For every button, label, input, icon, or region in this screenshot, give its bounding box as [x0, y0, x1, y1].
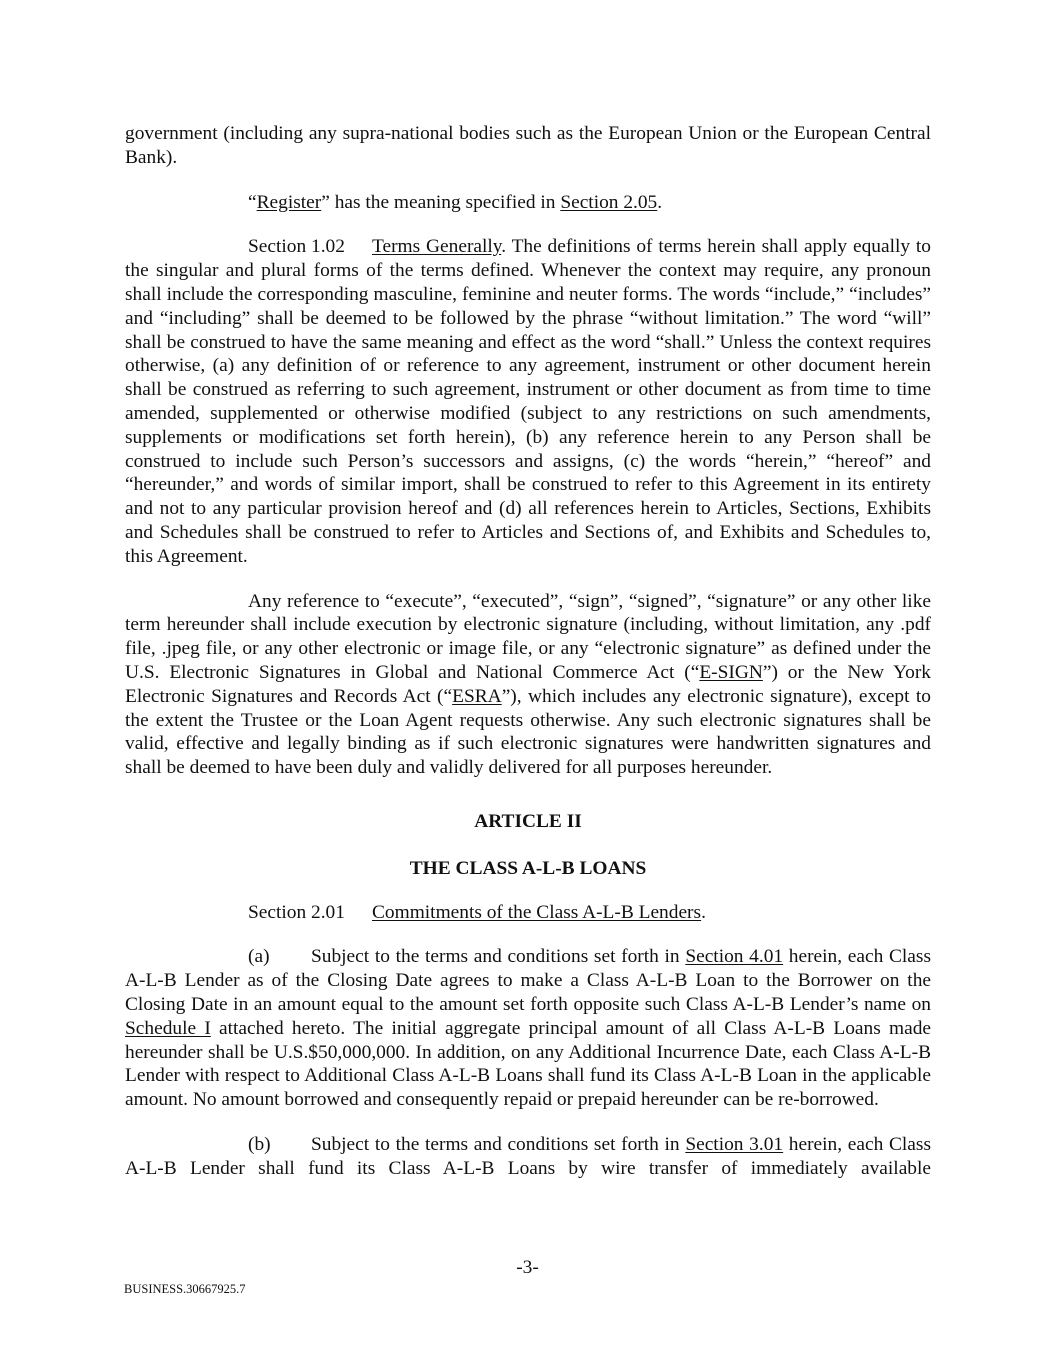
cross-reference-link: Register [256, 191, 322, 213]
text: . [701, 901, 706, 923]
cross-reference-link: Commitments of the Class A-L-B Lenders [372, 901, 702, 923]
text: ARTICLE II [474, 810, 582, 832]
text: Any reference to “execute”, “executed”, “sign”, “signed”, “signature” or any other like term hereunder shall include execution by electronic signature (including, without limitation, any .pdf file, .jpeg file, or any other electronic or image file, or any “electronic signature” as defined under the U.S. Electronic Signatures in Global and National Commerce Act (“ [125, 590, 931, 683]
cross-reference-link: E-SIGN [699, 661, 763, 683]
section-number: (a) [248, 946, 270, 968]
cross-reference-link: Section 3.01 [685, 1133, 784, 1155]
paragraph [125, 191, 931, 215]
document-id-footer: BUSINESS.30667925.7 [124, 1282, 246, 1296]
text: ” has the meaning specified in [321, 191, 561, 213]
document-body [125, 122, 931, 1201]
cross-reference-link: ESRA [452, 685, 502, 707]
paragraph [125, 590, 931, 780]
text: government (including any supra-national bodies such as the European Union or the European Central Bank). [125, 123, 931, 168]
paragraph [125, 1133, 931, 1181]
text: Subject to the terms and conditions set forth in [311, 1133, 686, 1155]
section-number: Section 2.01 [248, 901, 345, 923]
paragraph [125, 122, 931, 170]
cross-reference-link: Terms Generally [372, 236, 502, 258]
page-number: -3- [516, 1257, 539, 1278]
heading [125, 857, 931, 881]
text: ”), which includes any electronic signature), except to the extent the Trustee or the Loan Agent requests otherwise. Any such electronic signatures shall be valid, effective and legally binding as if such electronic signatures were handwritten signatures and shall be deemed to have been duly and validly delivered for all purposes hereunder. [125, 685, 931, 779]
heading [125, 810, 931, 834]
paragraph [125, 945, 931, 1112]
text: attached hereto. The initial aggregate principal amount of all Class A-L-B Loans made hereunder shall be U.S.$50,000,000. In addition, on any Additional Incurrence Date, each Class A-L-B Lender with respect to Additional Class A-L-B Loans shall fund its Class A-L-B Loan in the applicable amount. No amount borrowed and consequently repaid or prepaid hereunder can be re-borrowed. [125, 1017, 931, 1111]
text: herein, each Class A-L-B Lender as of the Closing Date agrees to make a Class A-L-B Loan to the Borrower on the Closing Date in an amount equal to the amount set forth opposite such Class A-L-B Lender’s name on [125, 946, 932, 1015]
text: . The definitions of terms herein shall apply equally to the singular and plural forms of the terms defined. Whenever the context may require, any pronoun shall include the corresponding masculine, feminine and neuter forms. The words “include,” “includes” and “including” shall be deemed to be followed by the phrase “without limitation.” The word “will” shall be construed to have the same meaning and effect as the word “shall.” Unless the context requires otherwise, (a) any definition of or reference to any agreement, instrument or other document herein shall be construed as referring to such agreement, instrument or other document as from time to time amended, supplemented or otherwise modified (subject to any restrictions on such amendments, supplements or modifications set forth herein), (b) any reference herein to any Person shall be construed to include such Person’s successors and assigns, (c) the words “herein,” “hereof” and “hereunder,” and words of similar import, shall be construed to refer to this Agreement in its entirety and not to any particular provision hereof and (d) all references herein to Articles, Sections, Exhibits and Schedules shall be construed to refer to Articles and Sections of, and Exhibits and Schedules to, this Agreement. [125, 236, 931, 567]
section-number: Section 1.02 [248, 236, 345, 258]
text: herein, each Class A-L-B Lender shall fund its Class A-L-B Loans by wire transfer of immediately available [125, 1133, 932, 1179]
text: “ [248, 191, 257, 213]
cross-reference-link: Schedule I [125, 1017, 211, 1039]
text: Subject to the terms and conditions set forth in [311, 946, 686, 968]
paragraph [125, 901, 931, 925]
section-number: (b) [248, 1133, 271, 1155]
text: ”) or the New York Electronic Signatures and Records Act (“ [125, 661, 931, 707]
cross-reference-link: Section 2.05 [560, 191, 658, 213]
cross-reference-link: Section 4.01 [685, 946, 784, 968]
text: THE CLASS A-L-B LOANS [409, 857, 647, 879]
text: . [657, 191, 663, 213]
paragraph [125, 235, 931, 568]
